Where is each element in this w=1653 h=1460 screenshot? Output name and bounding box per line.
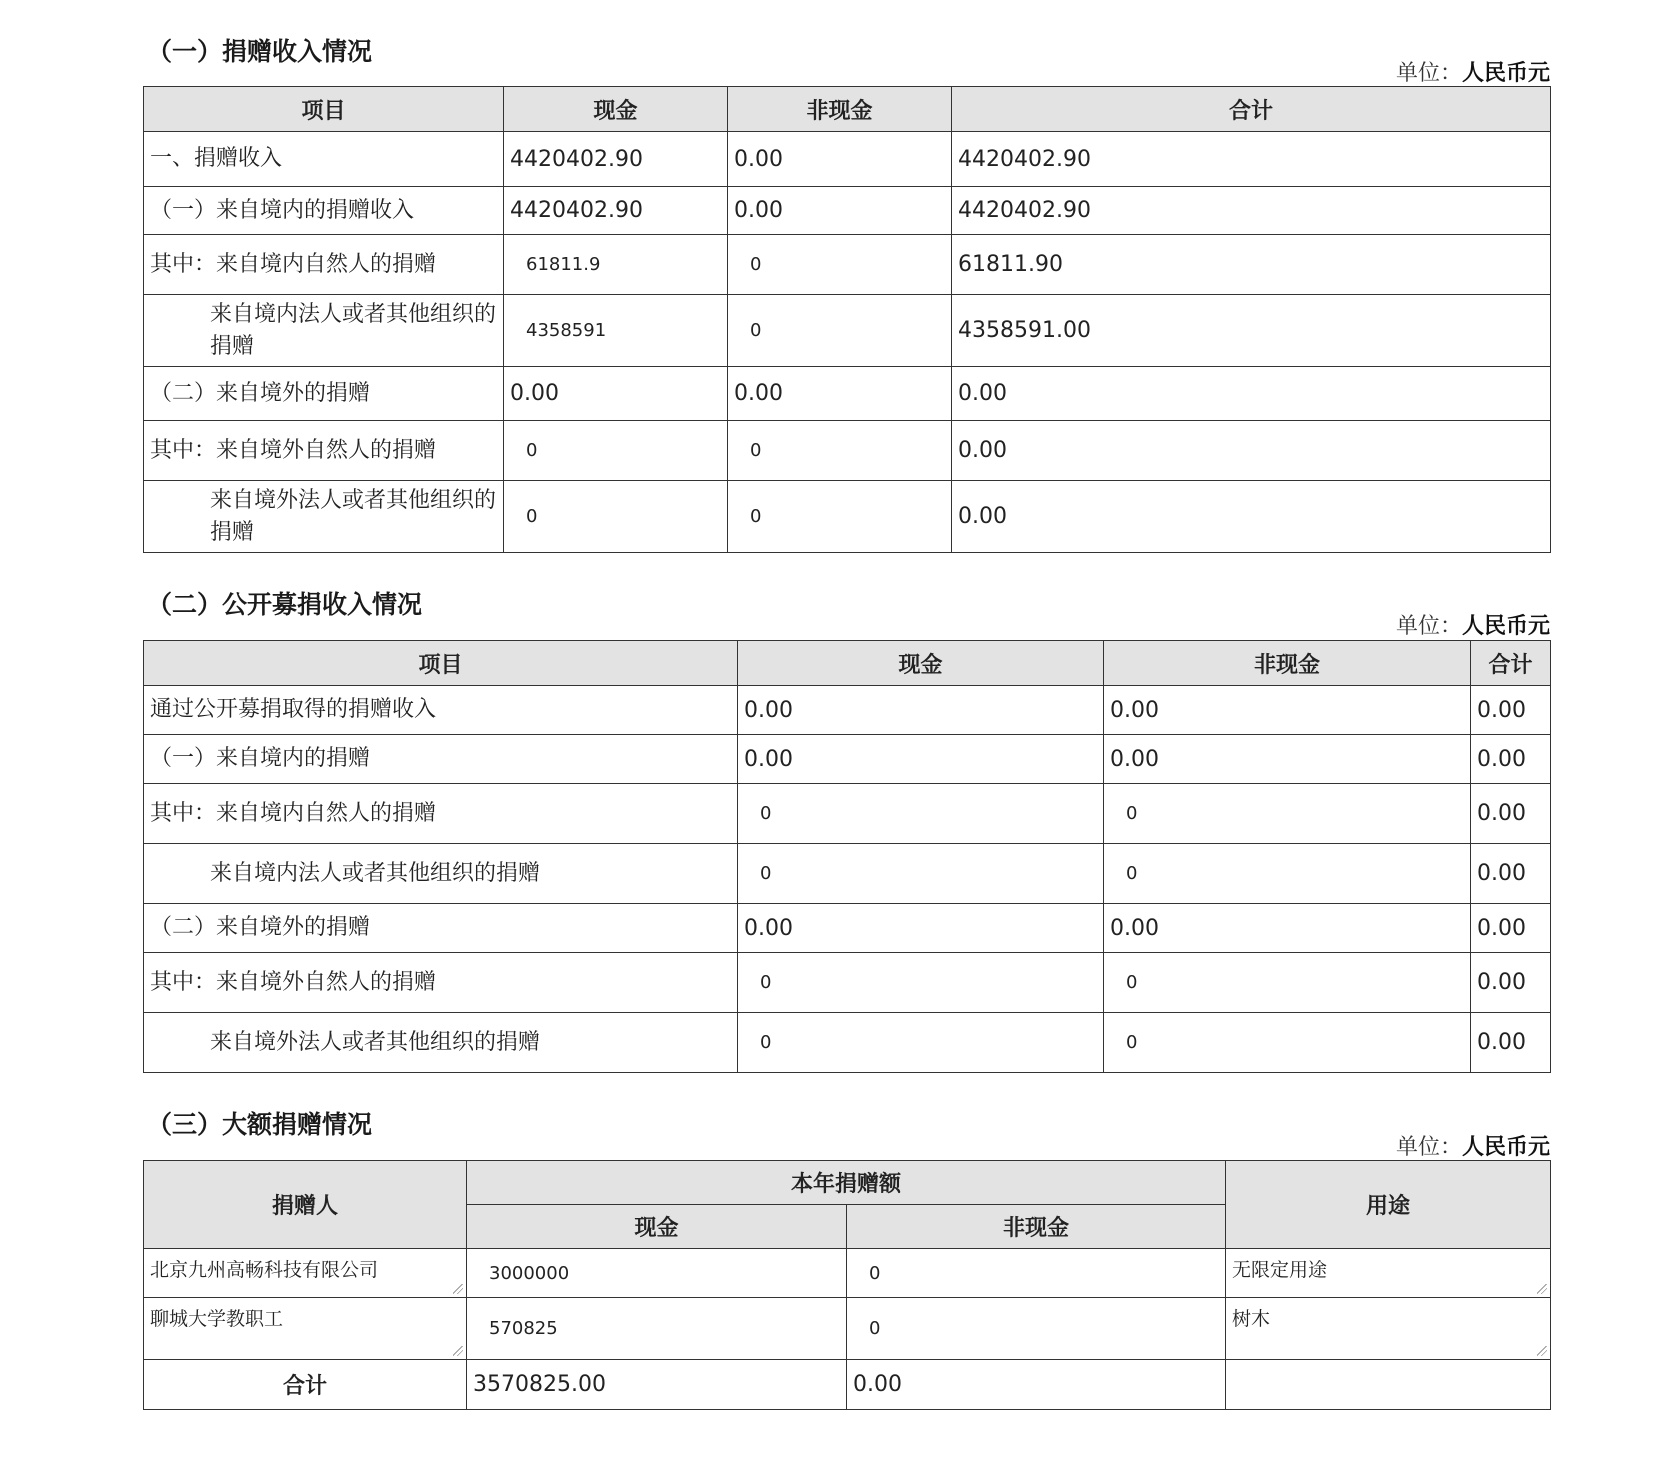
resize-handle-icon[interactable]: [453, 1284, 463, 1294]
header-noncash: 非现金: [1104, 641, 1471, 686]
row-noncash-input[interactable]: 0: [728, 481, 952, 553]
row-cash-input[interactable]: 3000000: [467, 1249, 847, 1298]
header-cash: 现金: [467, 1205, 847, 1249]
total-use: [1226, 1360, 1551, 1410]
header-total: 合计: [1471, 641, 1551, 686]
section3-title: （三）大额捐赠情况: [147, 1110, 373, 1139]
row-cash: 0.00: [738, 735, 1104, 784]
row-noncash: 0.00: [1104, 735, 1471, 784]
row-cash: 4420402.90: [504, 132, 728, 187]
section2-unit: [1396, 609, 1550, 640]
row-cash: 0.00: [738, 904, 1104, 953]
row-total: 0.00: [1471, 735, 1551, 784]
header-cash: 现金: [738, 641, 1104, 686]
table-row: [144, 481, 1551, 553]
table-header-row: [144, 1161, 1551, 1205]
row-noncash: 0.00: [728, 132, 952, 187]
header-total: 合计: [952, 87, 1551, 132]
table-row: [144, 784, 1551, 844]
table-row: [144, 1298, 1551, 1360]
row-total: 0.00: [1471, 686, 1551, 735]
table-row: [144, 904, 1551, 953]
row-noncash-input[interactable]: 0: [847, 1298, 1226, 1360]
table-row: [144, 421, 1551, 481]
header-donor: 捐赠人: [144, 1161, 467, 1249]
row-item: （二）来自境外的捐赠: [144, 367, 504, 421]
row-cash-input[interactable]: 570825: [467, 1298, 847, 1360]
use-textarea[interactable]: [1226, 1298, 1551, 1360]
row-total: 4420402.90: [952, 132, 1551, 187]
section3-unit: [1396, 1130, 1550, 1161]
unit-value: 人民币元: [1461, 61, 1550, 86]
large-donation-table: [143, 1160, 1551, 1410]
row-total: 0.00: [952, 481, 1551, 553]
section1-title: （一）捐赠收入情况: [147, 37, 373, 66]
row-item: （一）来自境内的捐赠: [144, 735, 738, 784]
table-row: [144, 735, 1551, 784]
row-noncash-input[interactable]: 0: [1104, 784, 1471, 844]
row-noncash-input[interactable]: 0: [847, 1249, 1226, 1298]
section1-unit: [1396, 56, 1550, 87]
row-item: 其中：来自境内自然人的捐赠: [144, 784, 738, 844]
row-total: 0.00: [1471, 1013, 1551, 1073]
row-cash-input[interactable]: 0: [738, 953, 1104, 1013]
row-item: 来自境外法人或者其他组织的捐赠: [144, 1013, 738, 1073]
row-cash-input[interactable]: 61811.9: [504, 235, 728, 295]
table-row: [144, 132, 1551, 187]
row-noncash: 0.00: [1104, 686, 1471, 735]
table-header-row: [144, 641, 1551, 686]
row-total: 4358591.00: [952, 295, 1551, 367]
header-cash: 现金: [504, 87, 728, 132]
unit-label: 单位：: [1395, 61, 1462, 86]
row-noncash-input[interactable]: 0: [728, 421, 952, 481]
row-noncash-input[interactable]: 0: [1104, 844, 1471, 904]
row-noncash-input[interactable]: 0: [728, 295, 952, 367]
header-noncash: 非现金: [847, 1205, 1226, 1249]
row-total: 4420402.90: [952, 187, 1551, 235]
resize-handle-icon[interactable]: [453, 1346, 463, 1356]
row-item: （二）来自境外的捐赠: [144, 904, 738, 953]
row-noncash: 0.00: [1104, 904, 1471, 953]
table-row: [144, 187, 1551, 235]
table-row: [144, 1249, 1551, 1298]
row-item: 通过公开募捐取得的捐赠收入: [144, 686, 738, 735]
row-item: 来自境内法人或者其他组织的捐赠: [144, 844, 738, 904]
row-item: 其中：来自境外自然人的捐赠: [144, 421, 504, 481]
donor-textarea[interactable]: [144, 1249, 467, 1298]
unit-value: 人民币元: [1461, 614, 1550, 639]
donation-income-table: [143, 86, 1551, 553]
table-header-row: [144, 87, 1551, 132]
total-label: 合计: [144, 1360, 467, 1410]
total-row: [144, 1360, 1551, 1410]
table-row: [144, 1013, 1551, 1073]
row-cash: 0.00: [738, 686, 1104, 735]
header-annual-amount: 本年捐赠额: [467, 1161, 1226, 1205]
row-total: 0.00: [1471, 953, 1551, 1013]
total-cash: 3570825.00: [467, 1360, 847, 1410]
row-noncash: 0.00: [728, 187, 952, 235]
use-text: 树木: [1232, 1308, 1271, 1330]
total-noncash: 0.00: [847, 1360, 1226, 1410]
row-cash-input[interactable]: 4358591: [504, 295, 728, 367]
resize-handle-icon[interactable]: [1537, 1346, 1547, 1356]
public-fundraising-table: [143, 640, 1551, 1073]
table-row: [144, 844, 1551, 904]
row-item: 来自境内法人或者其他组织的捐赠: [144, 295, 504, 367]
row-item: 来自境外法人或者其他组织的捐赠: [144, 481, 504, 553]
row-item: 一、捐赠收入: [144, 132, 504, 187]
header-noncash: 非现金: [728, 87, 952, 132]
resize-handle-icon[interactable]: [1537, 1284, 1547, 1294]
row-cash: 0.00: [504, 367, 728, 421]
row-total: 0.00: [1471, 904, 1551, 953]
donor-textarea[interactable]: [144, 1298, 467, 1360]
row-item: 其中：来自境外自然人的捐赠: [144, 953, 738, 1013]
unit-label: 单位：: [1395, 614, 1462, 639]
row-noncash: 0.00: [728, 367, 952, 421]
row-item: （一）来自境内的捐赠收入: [144, 187, 504, 235]
row-total: 0.00: [1471, 784, 1551, 844]
row-noncash-input[interactable]: 0: [1104, 953, 1471, 1013]
row-total: 0.00: [952, 367, 1551, 421]
table-row: [144, 953, 1551, 1013]
row-cash: 4420402.90: [504, 187, 728, 235]
row-cash-input[interactable]: 0: [504, 421, 728, 481]
header-item: 项目: [144, 87, 504, 132]
row-cash-input[interactable]: 0: [738, 1013, 1104, 1073]
table-row: [144, 295, 1551, 367]
table-row: [144, 235, 1551, 295]
donor-name: 北京九州高畅科技有限公司: [150, 1259, 379, 1281]
row-noncash-input[interactable]: 0: [728, 235, 952, 295]
row-cash-input[interactable]: 0: [738, 844, 1104, 904]
use-textarea[interactable]: [1226, 1249, 1551, 1298]
row-cash-input[interactable]: 0: [504, 481, 728, 553]
row-total: 0.00: [952, 421, 1551, 481]
row-total: 61811.90: [952, 235, 1551, 295]
row-noncash-input[interactable]: 0: [1104, 1013, 1471, 1073]
header-item: 项目: [144, 641, 738, 686]
unit-label: 单位：: [1395, 1135, 1462, 1160]
section2-title: （二）公开募捐收入情况: [147, 590, 423, 619]
table-row: [144, 367, 1551, 421]
table-row: [144, 686, 1551, 735]
header-use: 用途: [1226, 1161, 1551, 1249]
use-text: 无限定用途: [1232, 1259, 1328, 1281]
row-cash-input[interactable]: 0: [738, 784, 1104, 844]
row-total: 0.00: [1471, 844, 1551, 904]
unit-value: 人民币元: [1461, 1135, 1550, 1160]
donor-name: 聊城大学教职工: [150, 1308, 284, 1330]
row-item: 其中：来自境内自然人的捐赠: [144, 235, 504, 295]
